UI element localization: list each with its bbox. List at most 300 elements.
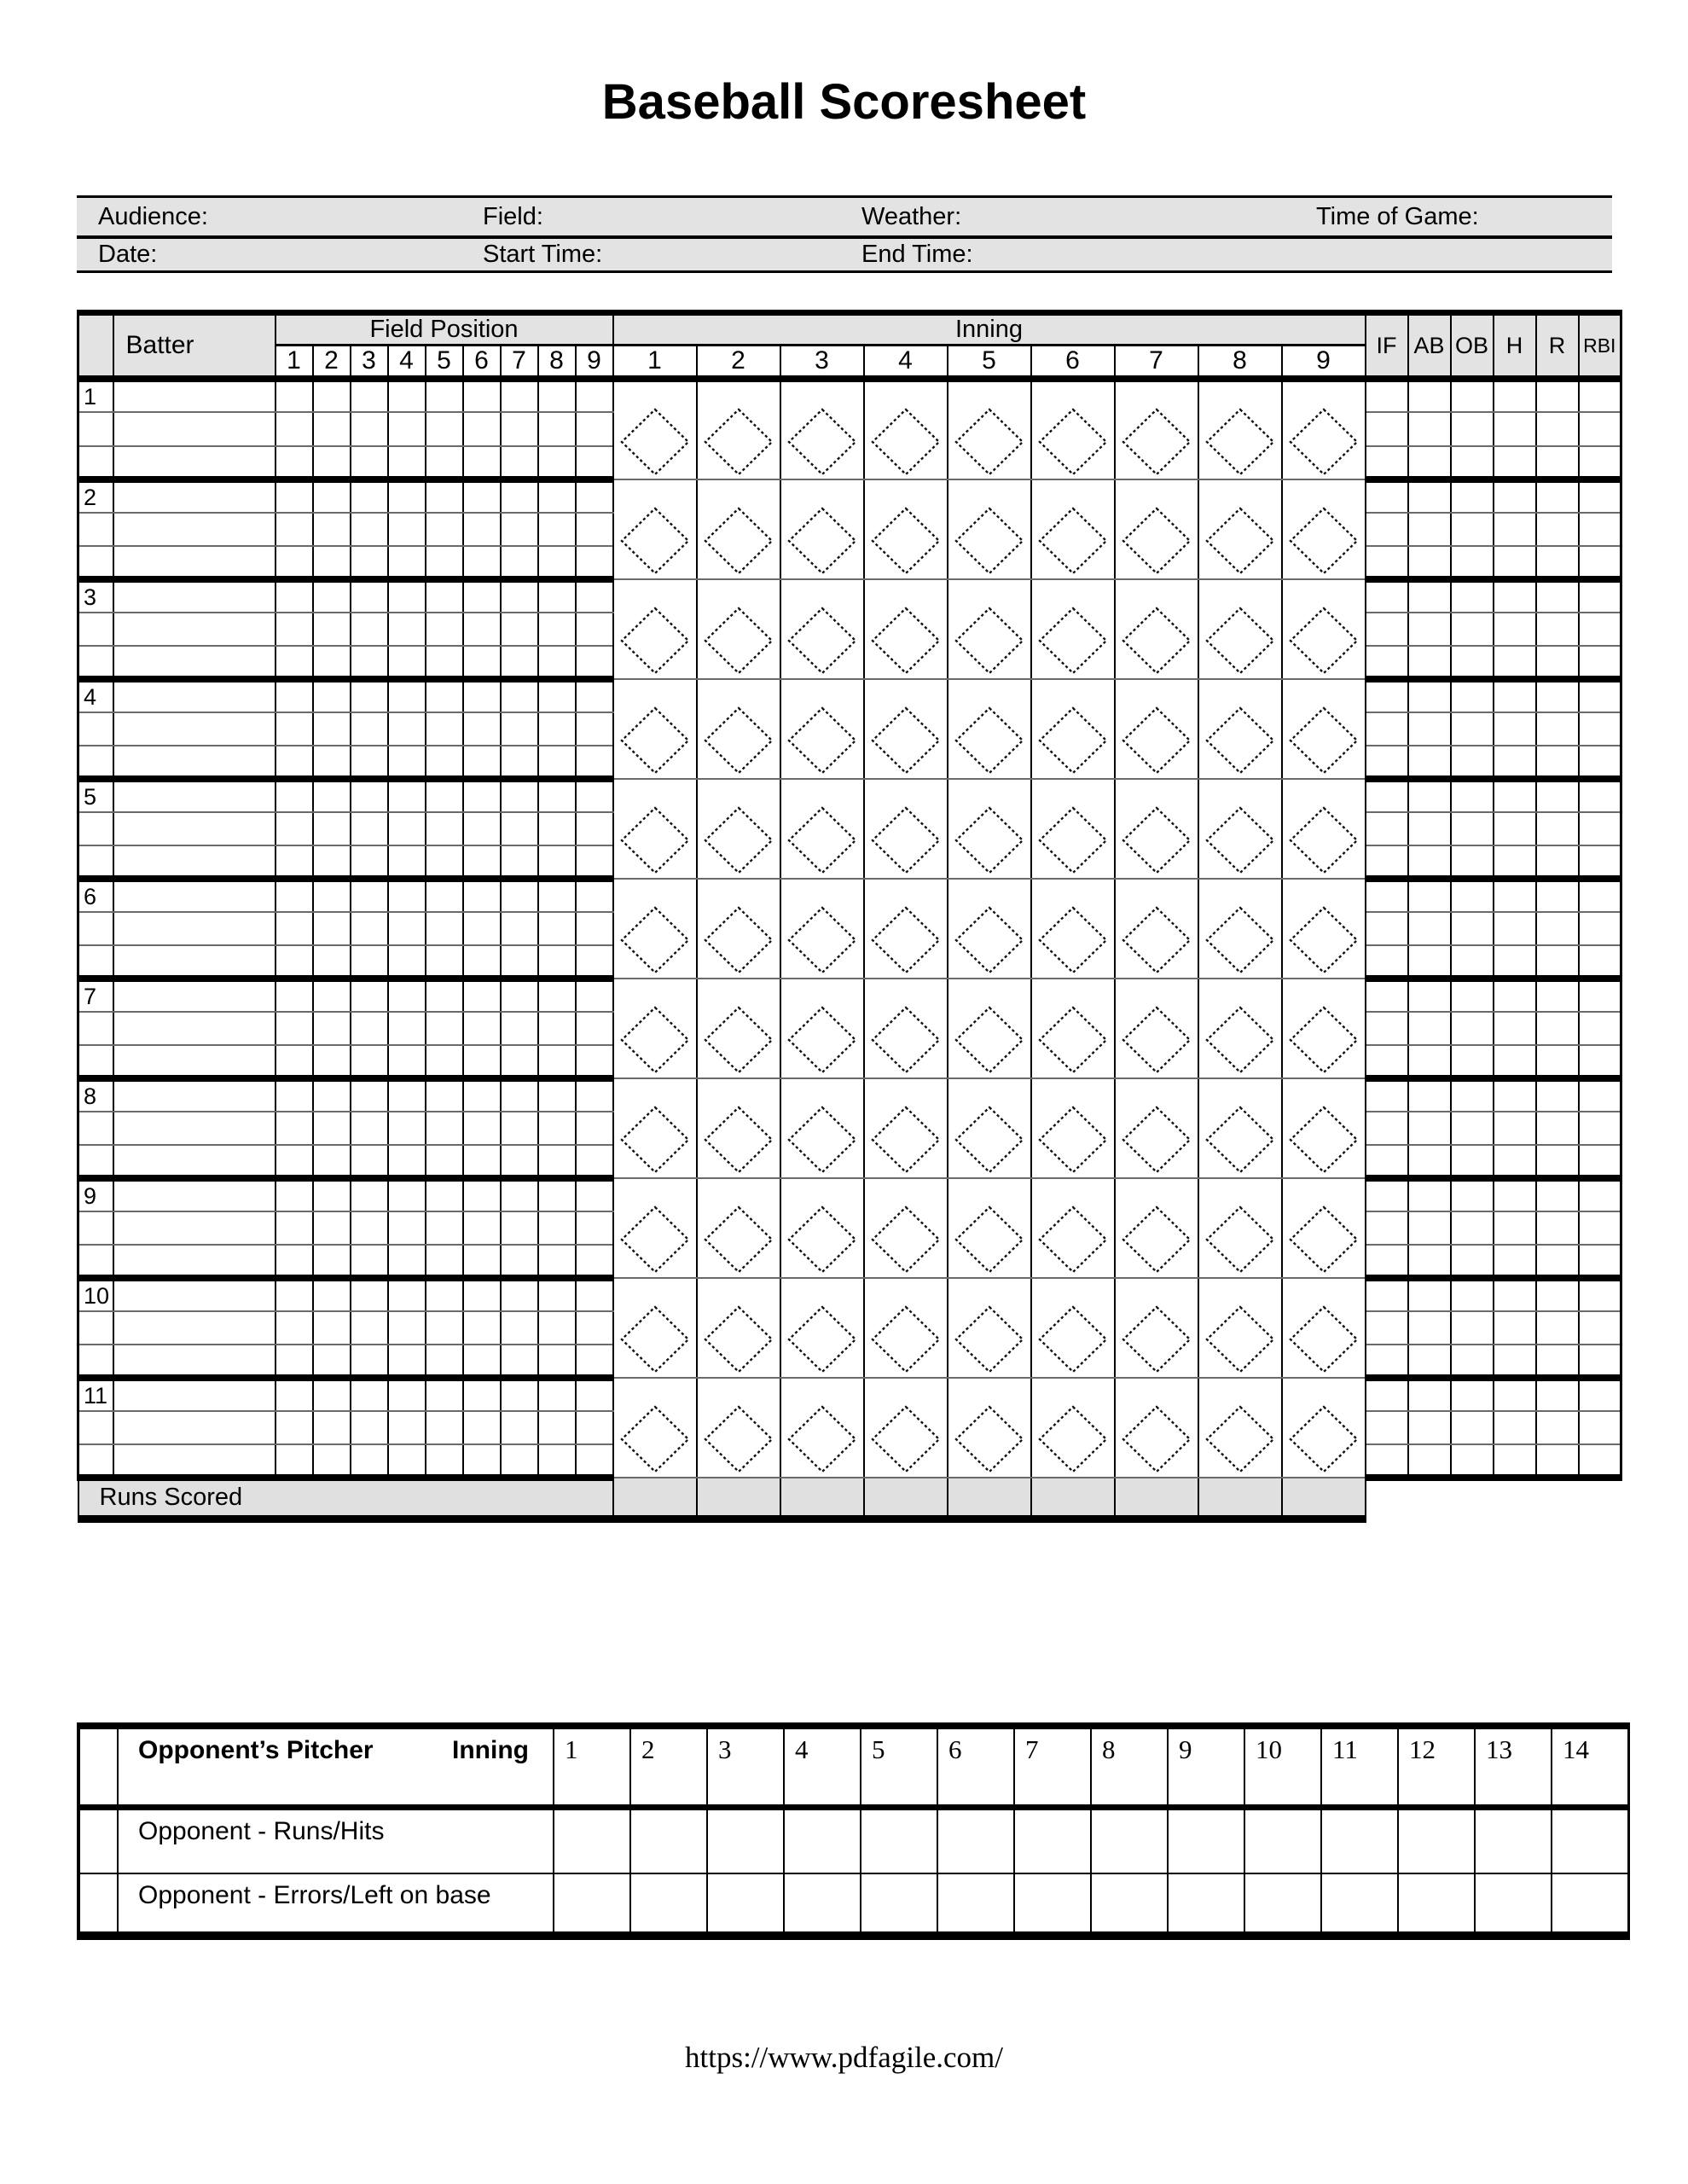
- field-position-cell[interactable]: [463, 646, 501, 679]
- stat-cell[interactable]: [1408, 379, 1451, 412]
- field-position-cell[interactable]: [388, 679, 426, 712]
- inning-cell[interactable]: [1115, 579, 1198, 679]
- stat-cell[interactable]: [1408, 579, 1451, 613]
- runs-scored-cell[interactable]: [697, 1478, 780, 1519]
- field-position-cell[interactable]: [463, 845, 501, 879]
- stat-cell[interactable]: [1579, 1311, 1621, 1345]
- field-position-cell[interactable]: [463, 513, 501, 546]
- field-position-cell[interactable]: [576, 746, 613, 779]
- field-position-cell[interactable]: [276, 613, 313, 646]
- stat-cell[interactable]: [1494, 812, 1536, 845]
- info-field-1[interactable]: [77, 203, 461, 231]
- field-position-cell[interactable]: [501, 1012, 538, 1045]
- inning-cell[interactable]: [948, 779, 1031, 879]
- field-position-cell[interactable]: [538, 1444, 576, 1478]
- field-position-cell[interactable]: [463, 1078, 501, 1112]
- stat-cell[interactable]: [1579, 513, 1621, 546]
- stat-cell[interactable]: [1451, 613, 1494, 646]
- opponent-data-cell[interactable]: [1244, 1807, 1321, 1873]
- field-position-cell[interactable]: [351, 779, 388, 812]
- inning-cell[interactable]: [864, 479, 948, 579]
- field-position-cell[interactable]: [426, 879, 463, 912]
- field-position-cell[interactable]: [501, 579, 538, 613]
- inning-cell[interactable]: [1115, 879, 1198, 979]
- field-position-cell[interactable]: [276, 879, 313, 912]
- field-position-cell[interactable]: [463, 1178, 501, 1211]
- field-position-cell[interactable]: [276, 1378, 313, 1411]
- field-position-cell[interactable]: [426, 479, 463, 513]
- field-position-cell[interactable]: [276, 779, 313, 812]
- inning-cell[interactable]: [948, 679, 1031, 779]
- inning-cell[interactable]: [613, 1278, 697, 1378]
- opponent-data-cell[interactable]: [784, 1807, 861, 1873]
- field-position-cell[interactable]: [276, 746, 313, 779]
- stat-cell[interactable]: [1494, 1311, 1536, 1345]
- field-position-cell[interactable]: [576, 446, 613, 479]
- stat-cell[interactable]: [1494, 979, 1536, 1012]
- field-position-cell[interactable]: [426, 712, 463, 746]
- field-position-cell[interactable]: [276, 812, 313, 845]
- stat-cell[interactable]: [1536, 912, 1579, 945]
- field-position-cell[interactable]: [463, 446, 501, 479]
- field-position-cell[interactable]: [426, 412, 463, 445]
- stat-cell[interactable]: [1579, 679, 1621, 712]
- field-position-cell[interactable]: [313, 879, 351, 912]
- field-position-cell[interactable]: [538, 579, 576, 613]
- batter-name-cell[interactable]: [113, 912, 276, 945]
- stat-cell[interactable]: [1494, 479, 1536, 513]
- field-position-cell[interactable]: [351, 1178, 388, 1211]
- stat-cell[interactable]: [1494, 1278, 1536, 1311]
- stat-cell[interactable]: [1579, 879, 1621, 912]
- field-position-cell[interactable]: [276, 979, 313, 1012]
- field-position-cell[interactable]: [426, 1245, 463, 1278]
- inning-cell[interactable]: [613, 379, 697, 479]
- stat-cell[interactable]: [1408, 1345, 1451, 1378]
- field-position-cell[interactable]: [538, 546, 576, 579]
- inning-cell[interactable]: [1031, 579, 1115, 679]
- field-position-cell[interactable]: [351, 646, 388, 679]
- stat-cell[interactable]: [1366, 646, 1408, 679]
- stat-cell[interactable]: [1451, 1078, 1494, 1112]
- field-position-cell[interactable]: [538, 1112, 576, 1145]
- field-position-cell[interactable]: [501, 1045, 538, 1078]
- field-position-cell[interactable]: [501, 412, 538, 445]
- batter-name-cell[interactable]: [113, 1078, 276, 1112]
- stat-cell[interactable]: [1451, 1311, 1494, 1345]
- inning-cell[interactable]: [1115, 679, 1198, 779]
- runs-scored-cell[interactable]: [1282, 1478, 1366, 1519]
- field-position-cell[interactable]: [463, 1278, 501, 1311]
- inning-cell[interactable]: [613, 479, 697, 579]
- field-position-cell[interactable]: [576, 1112, 613, 1145]
- inning-cell[interactable]: [697, 579, 780, 679]
- field-position-cell[interactable]: [576, 1444, 613, 1478]
- batter-name-cell[interactable]: [113, 1045, 276, 1078]
- inning-cell[interactable]: [1198, 579, 1282, 679]
- field-position-cell[interactable]: [276, 912, 313, 945]
- field-position-cell[interactable]: [313, 1078, 351, 1112]
- stat-cell[interactable]: [1579, 945, 1621, 979]
- stat-cell[interactable]: [1366, 1178, 1408, 1211]
- field-position-cell[interactable]: [313, 1112, 351, 1145]
- field-position-cell[interactable]: [276, 1345, 313, 1378]
- inning-cell[interactable]: [948, 1078, 1031, 1178]
- stat-cell[interactable]: [1579, 479, 1621, 513]
- stat-cell[interactable]: [1536, 746, 1579, 779]
- opponent-data-cell[interactable]: [1091, 1873, 1168, 1936]
- stat-cell[interactable]: [1494, 1444, 1536, 1478]
- batter-name-cell[interactable]: [113, 679, 276, 712]
- field-position-cell[interactable]: [426, 1378, 463, 1411]
- stat-cell[interactable]: [1451, 945, 1494, 979]
- field-position-cell[interactable]: [501, 1178, 538, 1211]
- field-position-cell[interactable]: [351, 979, 388, 1012]
- stat-cell[interactable]: [1536, 679, 1579, 712]
- field-position-cell[interactable]: [313, 1444, 351, 1478]
- field-position-cell[interactable]: [388, 379, 426, 412]
- stat-cell[interactable]: [1366, 812, 1408, 845]
- runs-scored-cell[interactable]: [1198, 1478, 1282, 1519]
- field-position-cell[interactable]: [576, 379, 613, 412]
- field-position-cell[interactable]: [351, 1245, 388, 1278]
- info-field-7[interactable]: [840, 241, 1295, 269]
- opponent-data-cell[interactable]: [1014, 1873, 1091, 1936]
- stat-cell[interactable]: [1494, 1012, 1536, 1045]
- stat-cell[interactable]: [1366, 513, 1408, 546]
- field-position-cell[interactable]: [501, 546, 538, 579]
- batter-name-cell[interactable]: [113, 1112, 276, 1145]
- stat-cell[interactable]: [1579, 1444, 1621, 1478]
- field-position-cell[interactable]: [538, 812, 576, 845]
- stat-cell[interactable]: [1579, 1045, 1621, 1078]
- inning-cell[interactable]: [1282, 1378, 1366, 1478]
- inning-cell[interactable]: [780, 479, 864, 579]
- runs-scored-cell[interactable]: [613, 1478, 697, 1519]
- field-position-cell[interactable]: [351, 1012, 388, 1045]
- stat-cell[interactable]: [1579, 845, 1621, 879]
- field-position-cell[interactable]: [576, 1345, 613, 1378]
- inning-cell[interactable]: [1282, 379, 1366, 479]
- field-position-cell[interactable]: [388, 1444, 426, 1478]
- field-position-cell[interactable]: [426, 379, 463, 412]
- stat-cell[interactable]: [1579, 1211, 1621, 1245]
- stat-cell[interactable]: [1579, 646, 1621, 679]
- field-position-cell[interactable]: [426, 1145, 463, 1178]
- field-position-cell[interactable]: [388, 446, 426, 479]
- inning-cell[interactable]: [864, 1378, 948, 1478]
- inning-cell[interactable]: [613, 679, 697, 779]
- inning-cell[interactable]: [864, 579, 948, 679]
- stat-cell[interactable]: [1408, 679, 1451, 712]
- stat-cell[interactable]: [1408, 513, 1451, 546]
- stat-cell[interactable]: [1494, 446, 1536, 479]
- stat-cell[interactable]: [1366, 1345, 1408, 1378]
- field-position-cell[interactable]: [313, 579, 351, 613]
- stat-cell[interactable]: [1579, 912, 1621, 945]
- inning-cell[interactable]: [613, 879, 697, 979]
- field-position-cell[interactable]: [351, 746, 388, 779]
- field-position-cell[interactable]: [276, 646, 313, 679]
- stat-cell[interactable]: [1408, 779, 1451, 812]
- field-position-cell[interactable]: [426, 1278, 463, 1311]
- stat-cell[interactable]: [1494, 579, 1536, 613]
- stat-cell[interactable]: [1494, 945, 1536, 979]
- stat-cell[interactable]: [1408, 1411, 1451, 1444]
- stat-cell[interactable]: [1408, 746, 1451, 779]
- field-position-cell[interactable]: [388, 579, 426, 613]
- stat-cell[interactable]: [1494, 912, 1536, 945]
- inning-cell[interactable]: [697, 1178, 780, 1278]
- field-position-cell[interactable]: [351, 812, 388, 845]
- stat-cell[interactable]: [1579, 1278, 1621, 1311]
- inning-cell[interactable]: [1031, 479, 1115, 579]
- info-field-6[interactable]: [461, 241, 840, 269]
- field-position-cell[interactable]: [463, 979, 501, 1012]
- field-position-cell[interactable]: [276, 513, 313, 546]
- opponent-data-cell[interactable]: [1552, 1807, 1628, 1873]
- stat-cell[interactable]: [1408, 1211, 1451, 1245]
- field-position-cell[interactable]: [276, 1311, 313, 1345]
- field-position-cell[interactable]: [463, 412, 501, 445]
- stat-cell[interactable]: [1408, 879, 1451, 912]
- field-position-cell[interactable]: [538, 845, 576, 879]
- field-position-cell[interactable]: [388, 1045, 426, 1078]
- field-position-cell[interactable]: [276, 945, 313, 979]
- opponent-data-cell[interactable]: [1398, 1873, 1475, 1936]
- field-position-cell[interactable]: [276, 1211, 313, 1245]
- inning-cell[interactable]: [697, 879, 780, 979]
- field-position-cell[interactable]: [576, 1211, 613, 1245]
- inning-cell[interactable]: [613, 1078, 697, 1178]
- inning-cell[interactable]: [697, 979, 780, 1078]
- field-position-cell[interactable]: [501, 812, 538, 845]
- inning-cell[interactable]: [1198, 679, 1282, 779]
- field-position-cell[interactable]: [276, 845, 313, 879]
- stat-cell[interactable]: [1494, 513, 1536, 546]
- inning-cell[interactable]: [697, 379, 780, 479]
- stat-cell[interactable]: [1579, 712, 1621, 746]
- field-position-cell[interactable]: [501, 1078, 538, 1112]
- batter-name-cell[interactable]: [113, 879, 276, 912]
- field-position-cell[interactable]: [576, 579, 613, 613]
- inning-cell[interactable]: [1198, 1378, 1282, 1478]
- field-position-cell[interactable]: [501, 379, 538, 412]
- field-position-cell[interactable]: [501, 1411, 538, 1444]
- field-position-cell[interactable]: [576, 779, 613, 812]
- stat-cell[interactable]: [1579, 1345, 1621, 1378]
- stat-cell[interactable]: [1536, 1112, 1579, 1145]
- batter-name-cell[interactable]: [113, 845, 276, 879]
- runs-scored-cell[interactable]: [780, 1478, 864, 1519]
- stat-cell[interactable]: [1536, 1444, 1579, 1478]
- field-position-cell[interactable]: [351, 712, 388, 746]
- stat-cell[interactable]: [1494, 1245, 1536, 1278]
- field-position-cell[interactable]: [501, 1311, 538, 1345]
- stat-cell[interactable]: [1451, 812, 1494, 845]
- field-position-cell[interactable]: [388, 1278, 426, 1311]
- field-position-cell[interactable]: [388, 1211, 426, 1245]
- stat-cell[interactable]: [1408, 845, 1451, 879]
- field-position-cell[interactable]: [313, 945, 351, 979]
- stat-cell[interactable]: [1451, 679, 1494, 712]
- opponent-data-cell[interactable]: [1321, 1807, 1398, 1873]
- inning-cell[interactable]: [697, 1278, 780, 1378]
- inning-cell[interactable]: [1282, 579, 1366, 679]
- stat-cell[interactable]: [1451, 779, 1494, 812]
- inning-cell[interactable]: [697, 479, 780, 579]
- field-position-cell[interactable]: [426, 513, 463, 546]
- stat-cell[interactable]: [1451, 712, 1494, 746]
- stat-cell[interactable]: [1366, 912, 1408, 945]
- stat-cell[interactable]: [1494, 746, 1536, 779]
- field-position-cell[interactable]: [388, 646, 426, 679]
- field-position-cell[interactable]: [538, 1278, 576, 1311]
- opponent-data-cell[interactable]: [937, 1873, 1014, 1936]
- field-position-cell[interactable]: [576, 1145, 613, 1178]
- inning-cell[interactable]: [1198, 379, 1282, 479]
- field-position-cell[interactable]: [388, 1345, 426, 1378]
- field-position-cell[interactable]: [538, 412, 576, 445]
- inning-cell[interactable]: [864, 379, 948, 479]
- stat-cell[interactable]: [1366, 879, 1408, 912]
- inning-cell[interactable]: [780, 879, 864, 979]
- stat-cell[interactable]: [1579, 746, 1621, 779]
- field-position-cell[interactable]: [276, 412, 313, 445]
- field-position-cell[interactable]: [538, 879, 576, 912]
- stat-cell[interactable]: [1451, 1245, 1494, 1278]
- field-position-cell[interactable]: [463, 479, 501, 513]
- stat-cell[interactable]: [1536, 412, 1579, 445]
- field-position-cell[interactable]: [538, 1078, 576, 1112]
- field-position-cell[interactable]: [276, 1145, 313, 1178]
- field-position-cell[interactable]: [576, 613, 613, 646]
- batter-name-cell[interactable]: [113, 1378, 276, 1411]
- opponent-data-cell[interactable]: [1552, 1873, 1628, 1936]
- stat-cell[interactable]: [1408, 546, 1451, 579]
- inning-cell[interactable]: [1198, 979, 1282, 1078]
- inning-cell[interactable]: [1115, 379, 1198, 479]
- field-position-cell[interactable]: [426, 1178, 463, 1211]
- field-position-cell[interactable]: [351, 412, 388, 445]
- field-position-cell[interactable]: [501, 945, 538, 979]
- runs-scored-cell[interactable]: [1115, 1478, 1198, 1519]
- stat-cell[interactable]: [1451, 646, 1494, 679]
- field-position-cell[interactable]: [388, 1245, 426, 1278]
- field-position-cell[interactable]: [576, 513, 613, 546]
- stat-cell[interactable]: [1366, 712, 1408, 746]
- field-position-cell[interactable]: [351, 912, 388, 945]
- stat-cell[interactable]: [1494, 712, 1536, 746]
- field-position-cell[interactable]: [538, 479, 576, 513]
- field-position-cell[interactable]: [576, 879, 613, 912]
- stat-cell[interactable]: [1494, 679, 1536, 712]
- stat-cell[interactable]: [1579, 979, 1621, 1012]
- field-position-cell[interactable]: [388, 1145, 426, 1178]
- info-field-4[interactable]: [1295, 203, 1612, 231]
- field-position-cell[interactable]: [313, 513, 351, 546]
- stat-cell[interactable]: [1408, 812, 1451, 845]
- stat-cell[interactable]: [1536, 1211, 1579, 1245]
- field-position-cell[interactable]: [576, 979, 613, 1012]
- field-position-cell[interactable]: [538, 912, 576, 945]
- stat-cell[interactable]: [1579, 1245, 1621, 1278]
- field-position-cell[interactable]: [313, 479, 351, 513]
- field-position-cell[interactable]: [576, 646, 613, 679]
- field-position-cell[interactable]: [538, 379, 576, 412]
- inning-cell[interactable]: [697, 779, 780, 879]
- inning-cell[interactable]: [948, 579, 1031, 679]
- field-position-cell[interactable]: [463, 379, 501, 412]
- field-position-cell[interactable]: [501, 1245, 538, 1278]
- field-position-cell[interactable]: [276, 1245, 313, 1278]
- stat-cell[interactable]: [1451, 1411, 1494, 1444]
- stat-cell[interactable]: [1451, 579, 1494, 613]
- field-position-cell[interactable]: [538, 1211, 576, 1245]
- field-position-cell[interactable]: [276, 1278, 313, 1311]
- stat-cell[interactable]: [1408, 1178, 1451, 1211]
- stat-cell[interactable]: [1579, 379, 1621, 412]
- stat-cell[interactable]: [1408, 1311, 1451, 1345]
- batter-name-cell[interactable]: [113, 1345, 276, 1378]
- field-position-cell[interactable]: [538, 746, 576, 779]
- field-position-cell[interactable]: [576, 945, 613, 979]
- field-position-cell[interactable]: [463, 1444, 501, 1478]
- batter-name-cell[interactable]: [113, 613, 276, 646]
- opponent-data-cell[interactable]: [1168, 1873, 1244, 1936]
- stat-cell[interactable]: [1494, 1145, 1536, 1178]
- field-position-cell[interactable]: [463, 945, 501, 979]
- field-position-cell[interactable]: [501, 1211, 538, 1245]
- opponent-data-cell[interactable]: [630, 1873, 707, 1936]
- runs-scored-cell[interactable]: [948, 1478, 1031, 1519]
- field-position-cell[interactable]: [351, 613, 388, 646]
- opponent-data-cell[interactable]: [1168, 1807, 1244, 1873]
- field-position-cell[interactable]: [276, 579, 313, 613]
- stat-cell[interactable]: [1408, 1278, 1451, 1311]
- field-position-cell[interactable]: [313, 912, 351, 945]
- field-position-cell[interactable]: [388, 1378, 426, 1411]
- stat-cell[interactable]: [1536, 879, 1579, 912]
- stat-cell[interactable]: [1408, 1245, 1451, 1278]
- stat-cell[interactable]: [1579, 1145, 1621, 1178]
- field-position-cell[interactable]: [351, 845, 388, 879]
- stat-cell[interactable]: [1536, 712, 1579, 746]
- inning-cell[interactable]: [613, 1178, 697, 1278]
- field-position-cell[interactable]: [276, 712, 313, 746]
- stat-cell[interactable]: [1408, 1444, 1451, 1478]
- opponent-data-cell[interactable]: [1475, 1873, 1552, 1936]
- inning-cell[interactable]: [1031, 879, 1115, 979]
- field-position-cell[interactable]: [538, 1378, 576, 1411]
- stat-cell[interactable]: [1366, 746, 1408, 779]
- batter-name-cell[interactable]: [113, 1278, 276, 1311]
- field-position-cell[interactable]: [501, 1278, 538, 1311]
- field-position-cell[interactable]: [463, 779, 501, 812]
- field-position-cell[interactable]: [463, 712, 501, 746]
- inning-cell[interactable]: [697, 1078, 780, 1178]
- field-position-cell[interactable]: [538, 979, 576, 1012]
- stat-cell[interactable]: [1408, 479, 1451, 513]
- field-position-cell[interactable]: [313, 446, 351, 479]
- field-position-cell[interactable]: [351, 1378, 388, 1411]
- field-position-cell[interactable]: [463, 579, 501, 613]
- field-position-cell[interactable]: [538, 513, 576, 546]
- batter-name-cell[interactable]: [113, 1211, 276, 1245]
- stat-cell[interactable]: [1494, 1378, 1536, 1411]
- field-position-cell[interactable]: [576, 1178, 613, 1211]
- batter-name-cell[interactable]: [113, 1245, 276, 1278]
